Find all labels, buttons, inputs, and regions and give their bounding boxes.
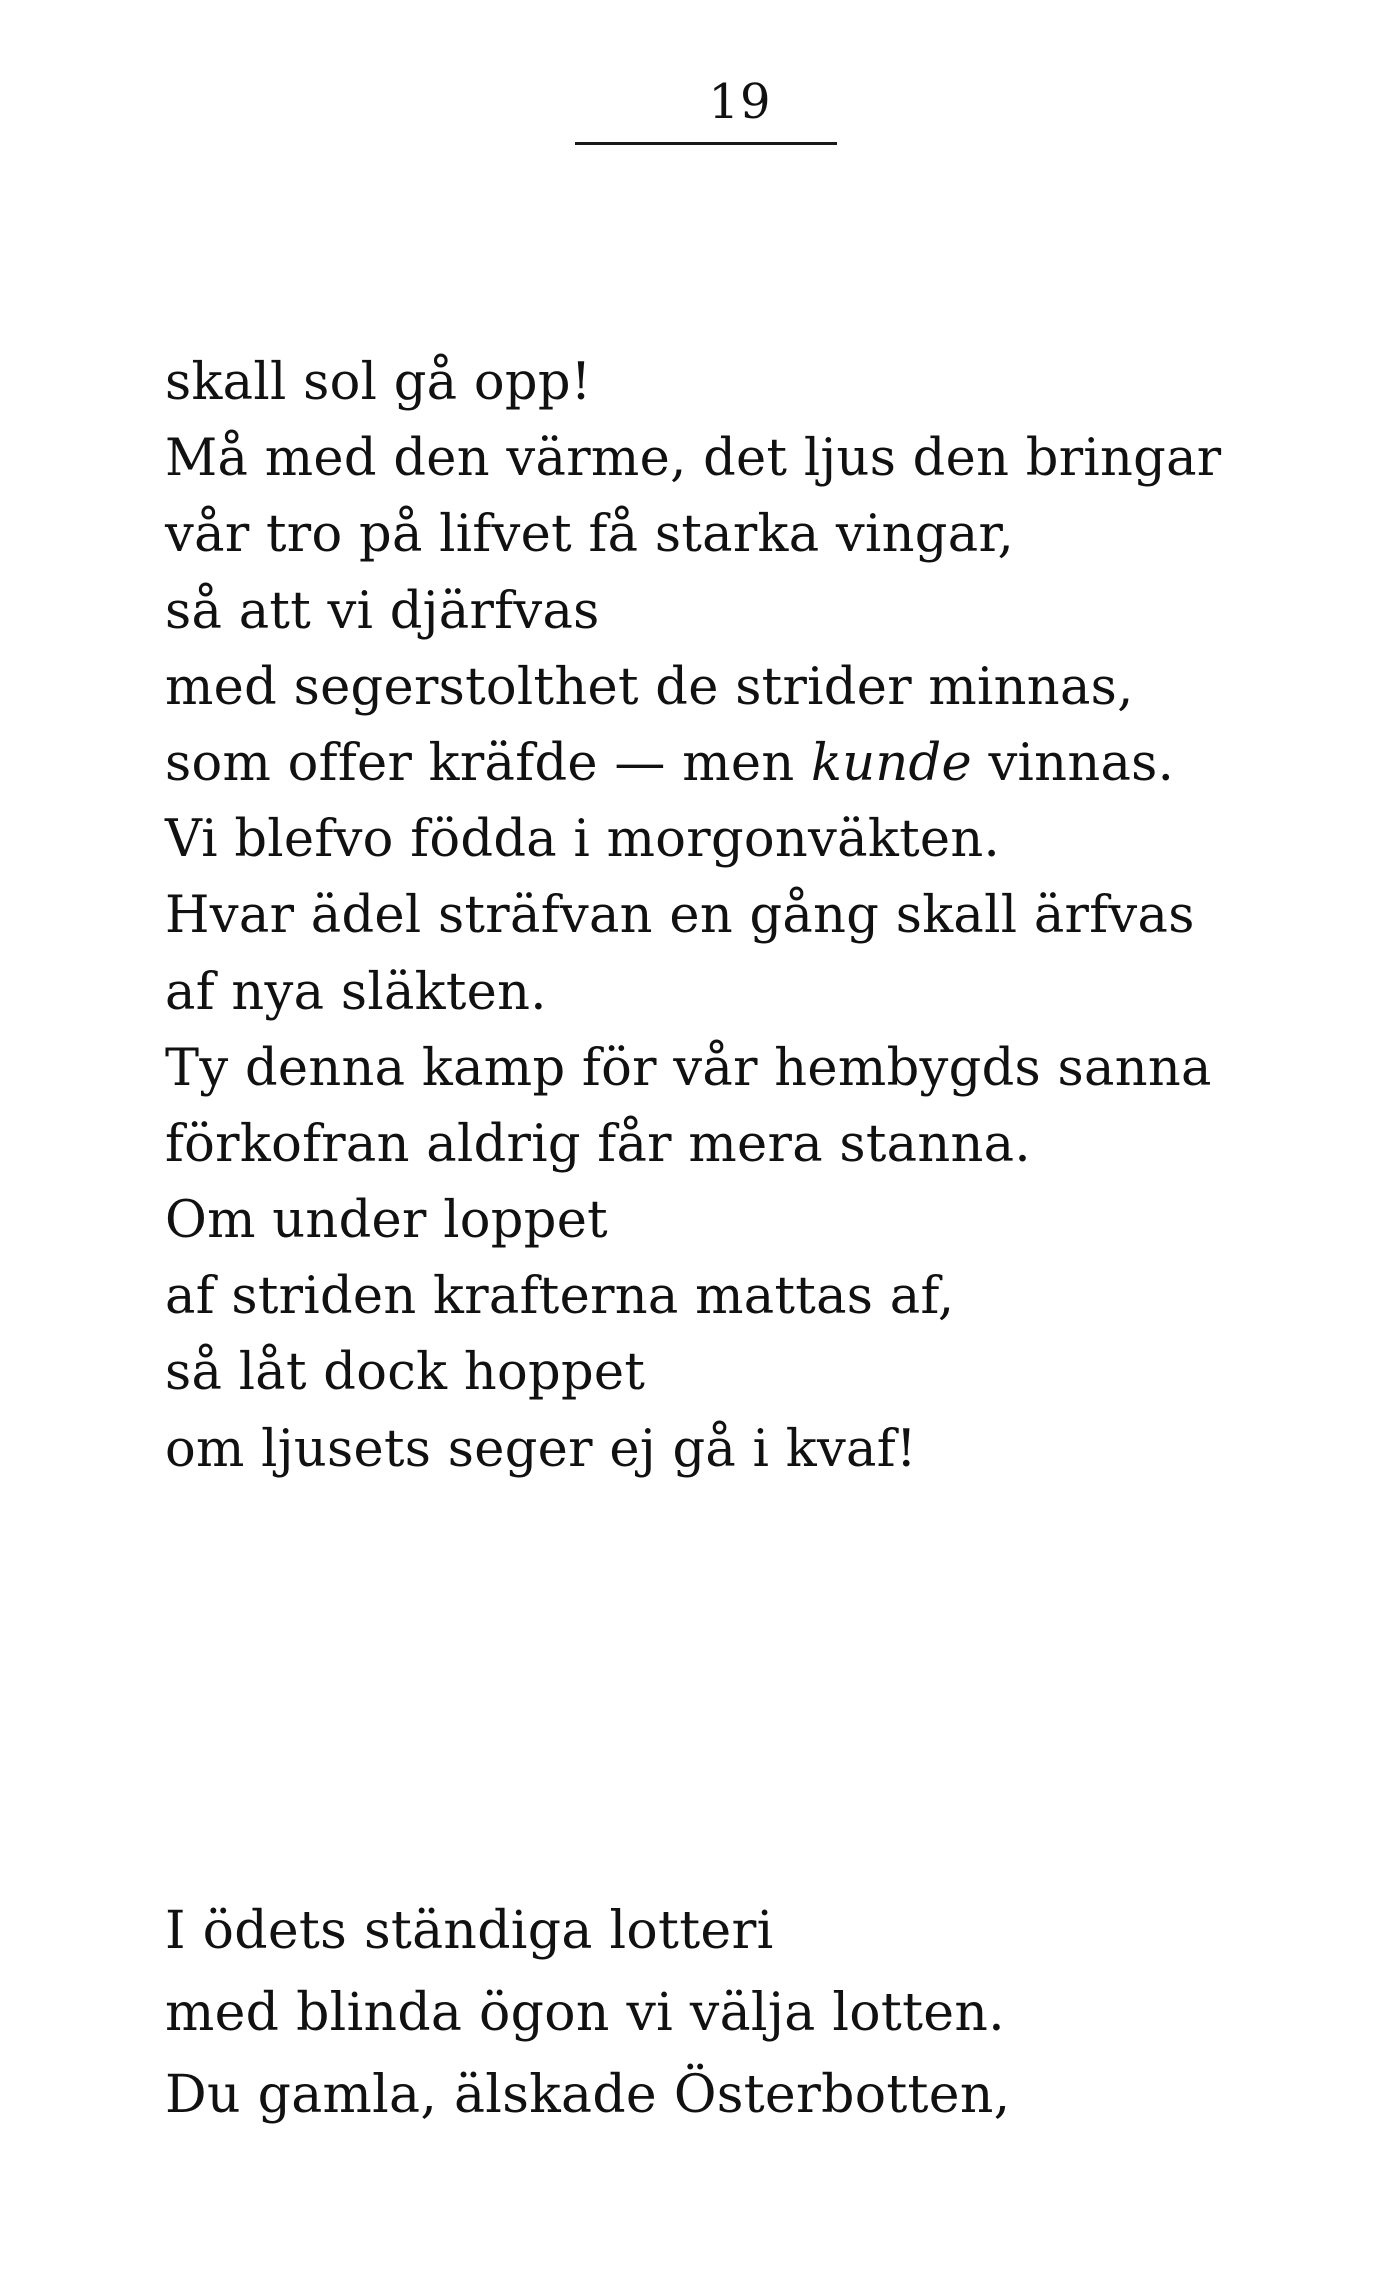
poem-line: Du gamla, älskade Österbotten, <box>165 2065 1011 2125</box>
poem-line: så att vi djärfvas <box>165 581 600 641</box>
poem-line: af striden krafterna mattas af, <box>165 1267 955 1327</box>
poem-line: så låt dock hoppet <box>165 1343 646 1403</box>
poem-line: om ljusets seger ej gå i kvaf! <box>165 1419 917 1479</box>
poem-line: af nya släkten. <box>165 962 547 1022</box>
poem-line: Ty denna kamp för vår hembygds sanna <box>165 1038 1212 1098</box>
poem-line: Om under loppet <box>165 1191 608 1251</box>
italic-emphasis: kunde <box>811 733 972 793</box>
poem-line: Vi blefvo födda i morgonväkten. <box>165 810 1001 870</box>
page-number: 19 <box>708 74 772 130</box>
poem-line: skall sol gå opp! <box>165 353 592 412</box>
poem-line: Må med den värme, det ljus den bringar <box>165 429 1222 489</box>
poem-stanza-1 <box>165 345 1221 1488</box>
poem-line: med blinda ögon vi välja lotten. <box>165 1983 1005 2043</box>
poem-line: Hvar ädel sträfvan en gång skall ärfvas <box>165 886 1195 946</box>
poem-line: I ödets ständiga lotteri <box>165 1901 774 1961</box>
page-number-rule <box>575 142 837 145</box>
poem-line: med segerstolthet de strider minnas, <box>165 657 1134 717</box>
poem-line-part: vinnas. <box>971 733 1175 793</box>
poem-stanza-2 <box>165 1890 1010 2136</box>
poem-line-with-emphasis <box>165 726 1221 802</box>
poem-line: vår tro på lifvet få starka vingar, <box>165 505 1015 565</box>
poem-line: förkofran aldrig får mera stanna. <box>165 1114 1031 1174</box>
poem-line-part: som offer kräfde — men <box>165 733 811 793</box>
